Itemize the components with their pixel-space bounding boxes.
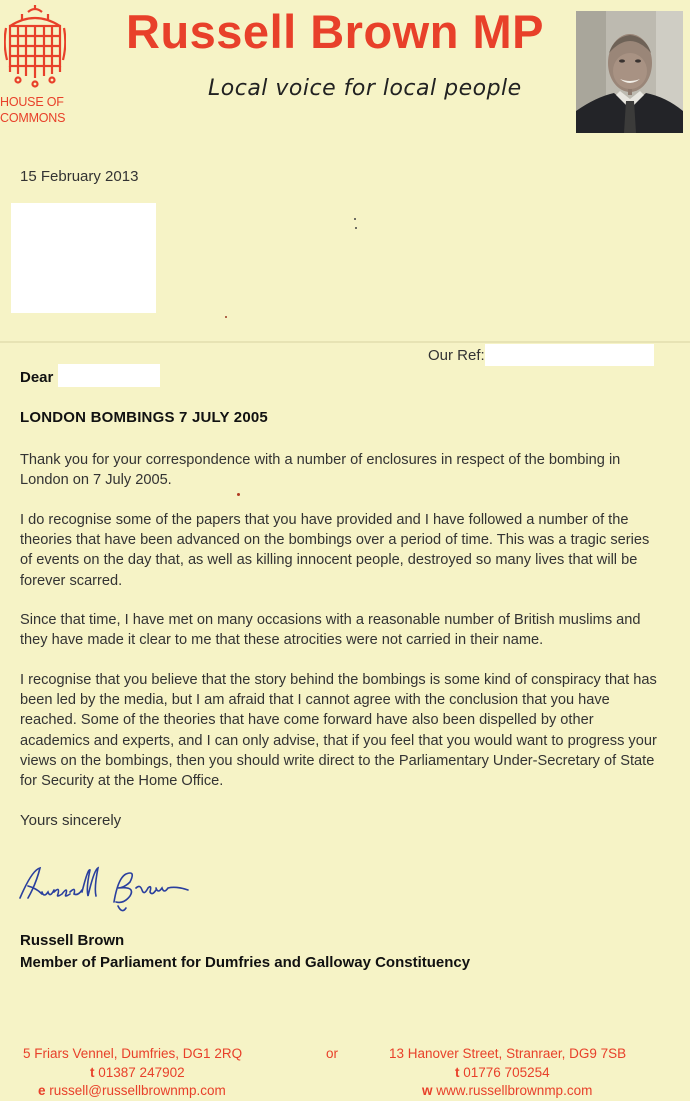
footer-email bbox=[38, 1083, 226, 1098]
web-label: w bbox=[422, 1083, 433, 1098]
letter-date: 15 February 2013 bbox=[20, 168, 139, 185]
body-paragraph-2: I do recognise some of the papers that you have provided and I have followed a number of the theories that have been advanced on the bombings over a period of time. This was a tragic series of events on the day that, as well as killing innocent people, destroyed so many lives that will be forever scarred. bbox=[20, 512, 650, 589]
our-ref-label: Our Ref: bbox=[428, 347, 485, 364]
footer-or: or bbox=[326, 1046, 339, 1061]
house-of-commons-label bbox=[0, 94, 65, 126]
letter-subject: LONDON BOMBINGS 7 JULY 2005 bbox=[20, 409, 268, 426]
phone-label: t bbox=[455, 1065, 460, 1080]
letterhead-title: Russell Brown MP bbox=[126, 5, 545, 58]
phone-number: 01387 247902 bbox=[98, 1065, 185, 1080]
email-label: e bbox=[38, 1083, 46, 1098]
footer-address-dumfries: 5 Friars Vennel, Dumfries, DG1 2RQ bbox=[23, 1046, 243, 1061]
phone-label: t bbox=[90, 1065, 95, 1080]
house-line-2: COMMONS bbox=[0, 111, 66, 125]
redacted-recipient-address bbox=[11, 203, 156, 313]
signatory-title: Member of Parliament for Dumfries and Galloway Constituency bbox=[20, 954, 471, 971]
mp-portrait-photo bbox=[576, 11, 683, 133]
portcullis-icon bbox=[4, 4, 66, 94]
signatory-name: Russell Brown bbox=[20, 932, 125, 949]
body-paragraph-3: Since that time, I have met on many occasions with a reasonable number of British muslims and they have made it clear to me that these atrocities were not carried in their name. bbox=[20, 612, 641, 649]
redacted-recipient-name bbox=[58, 364, 160, 387]
handwritten-signature bbox=[18, 858, 198, 918]
footer-website bbox=[422, 1083, 592, 1098]
phone-number: 01776 705254 bbox=[463, 1065, 550, 1080]
footer-phone-stranraer bbox=[455, 1065, 550, 1080]
email-address: russell@russellbrownmp.com bbox=[49, 1083, 226, 1098]
salutation: Dear bbox=[20, 369, 54, 386]
paper-speck bbox=[225, 316, 227, 318]
footer-address-stranraer: 13 Hanover Street, Stranraer, DG9 7SB bbox=[389, 1046, 627, 1061]
paper-speck bbox=[237, 493, 240, 496]
body-paragraph-1: Thank you for your correspondence with a number of enclosures in respect of the bombing in London on 7 July 2005. bbox=[20, 452, 621, 489]
paper-speck bbox=[355, 227, 357, 229]
footer-phone-dumfries bbox=[90, 1065, 185, 1080]
paper-speck bbox=[354, 218, 356, 220]
house-line-1: HOUSE OF bbox=[0, 95, 64, 109]
redacted-reference bbox=[485, 344, 654, 366]
website-address: www.russellbrownmp.com bbox=[436, 1083, 593, 1098]
closing: Yours sincerely bbox=[20, 812, 122, 829]
paper-fold bbox=[0, 341, 690, 343]
body-paragraph-4: I recognise that you believe that the story behind the bombings is some kind of conspiracy that has been led by the media, but I am afraid that I cannot agree with the conclusion that you have reached. Some of the theories that have come forward have also been dispelled by other academics and experts, and I can only advise, that if you feel that you would want to progress your views on the bombings, then you should write direct to the Parliamentary Under-Secretary of State for Security at the Home Office. bbox=[20, 672, 657, 790]
letterhead-tagline: Local voice for local people bbox=[208, 76, 522, 101]
